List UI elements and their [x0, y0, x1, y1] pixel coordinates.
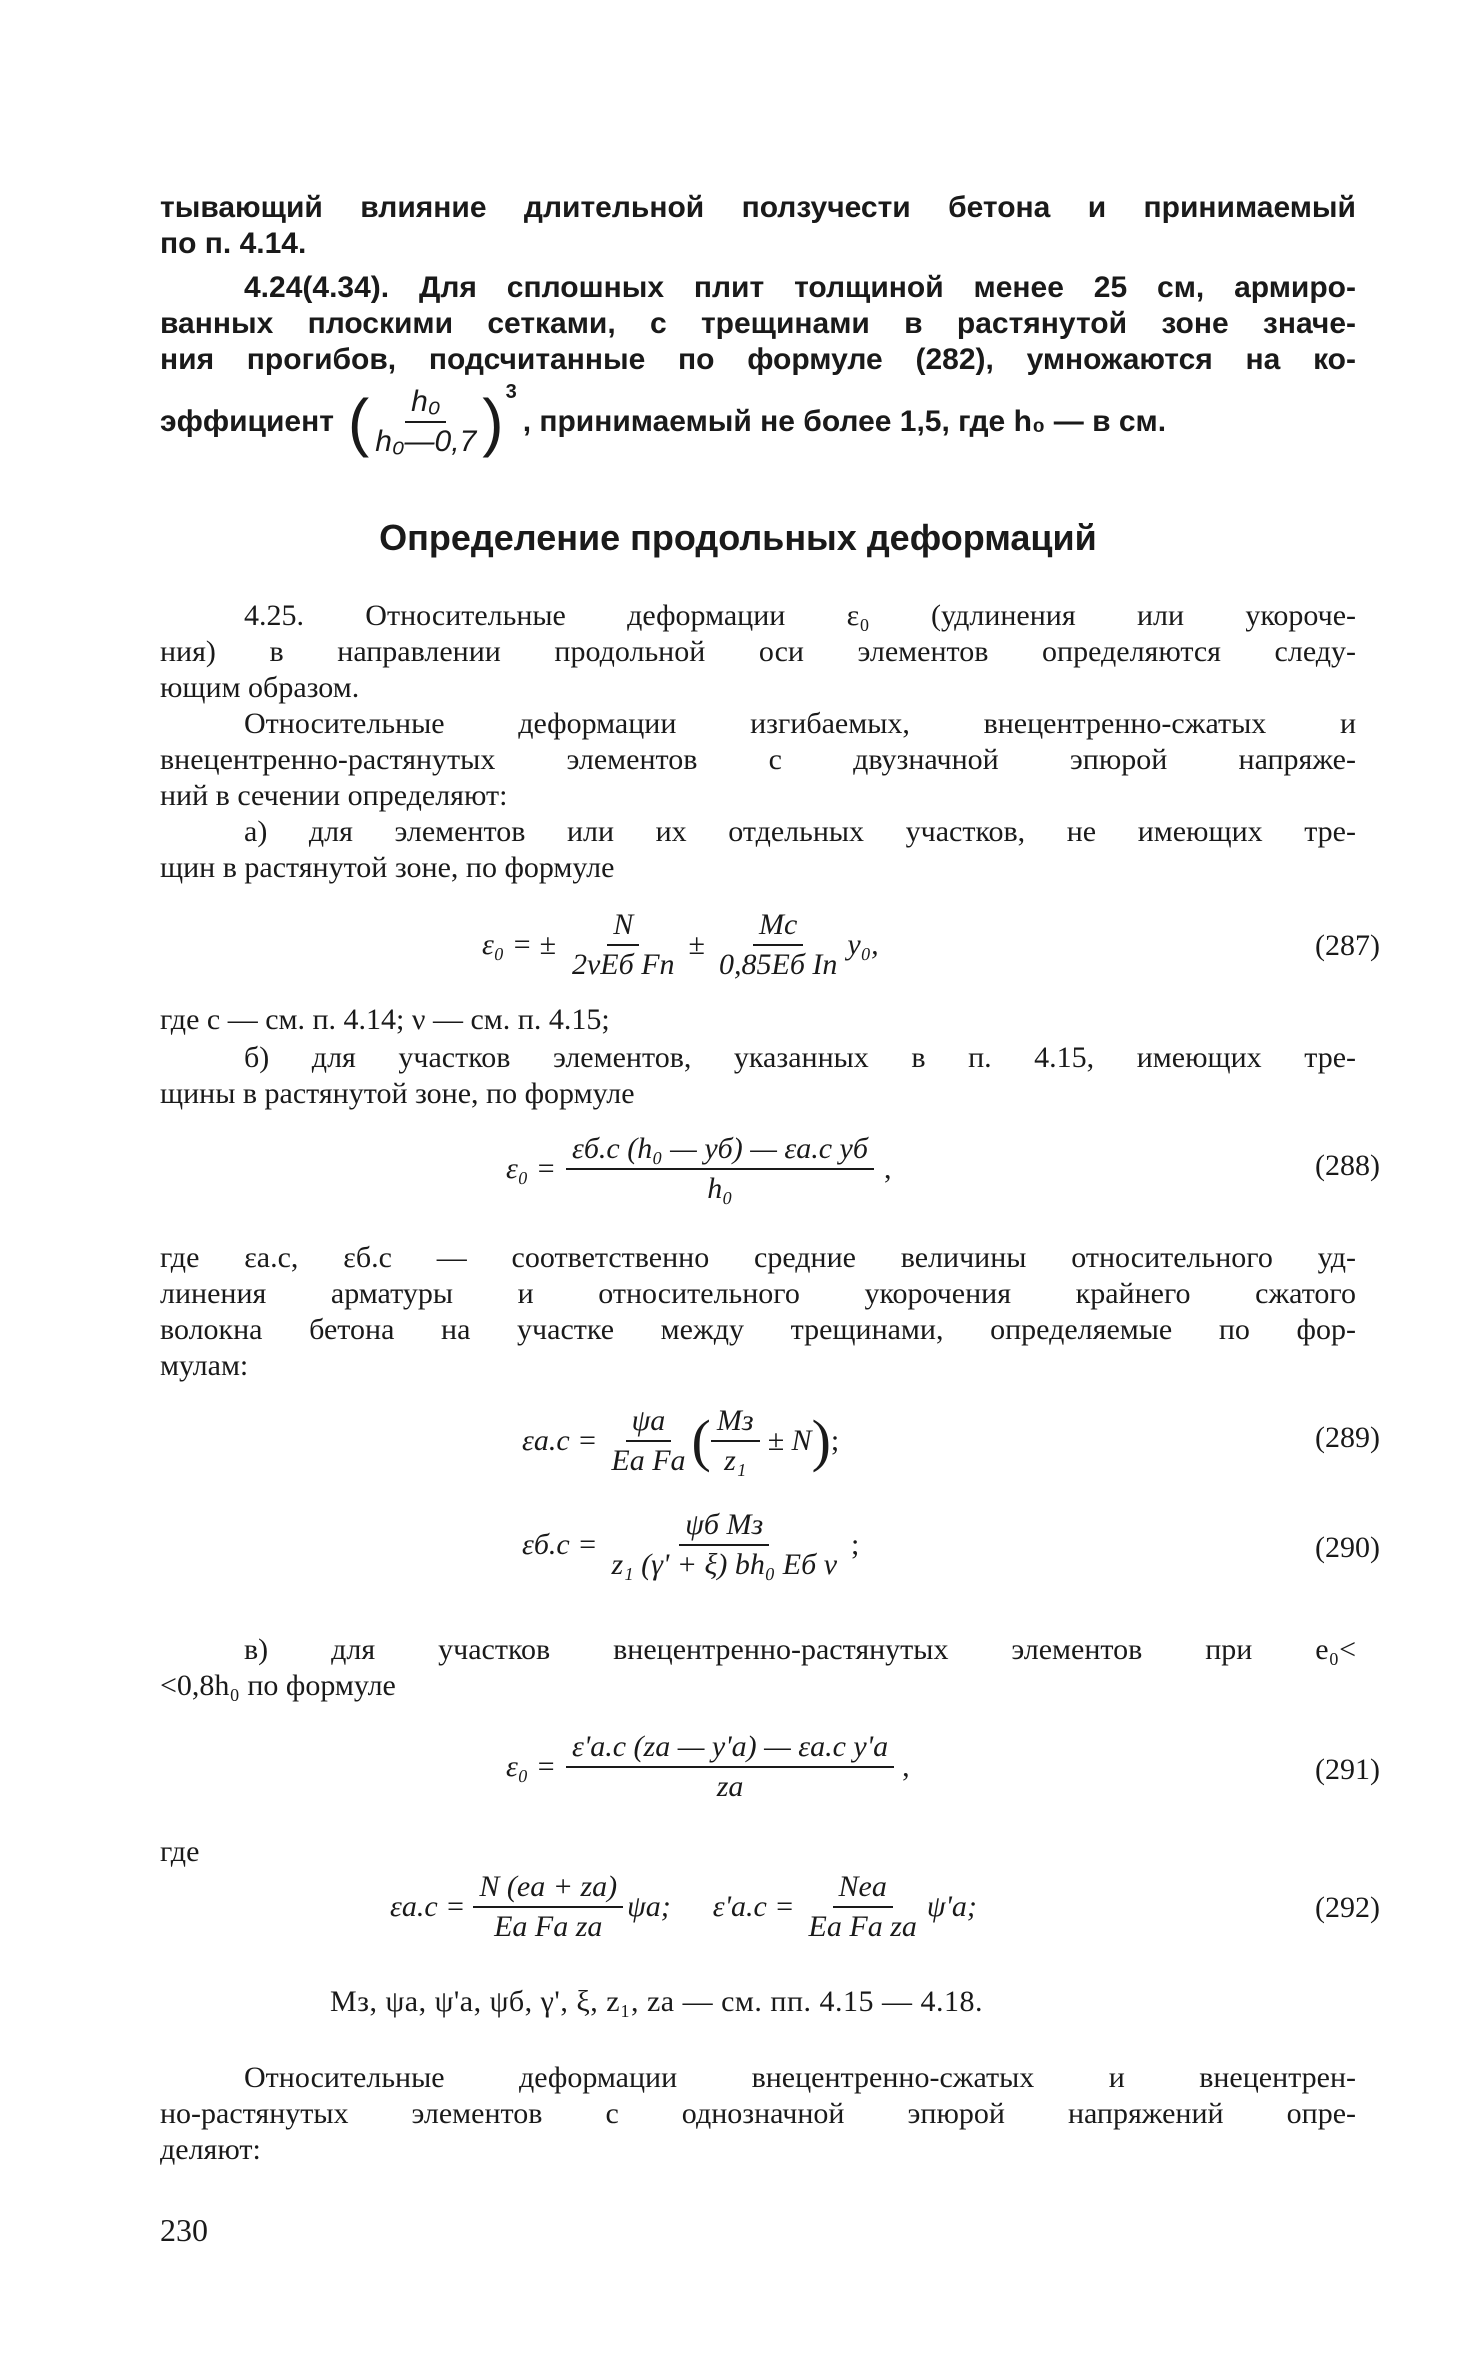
text-line: щин в растянутой зоне, по формуле [160, 851, 615, 884]
formula-tail: ± N [767, 1424, 812, 1457]
text-line: 4.25. Относительные деформации ε₀ (удлинения или укороче- [244, 599, 1356, 632]
formula-tail: ψа; [627, 1890, 671, 1923]
operator: ± [688, 928, 705, 961]
page-number: 230 [160, 2212, 208, 2248]
text-line: ванных плоскими сетками, с трещинами в растянутой зоне значе- [160, 307, 1356, 340]
text-line: где [160, 1835, 200, 1868]
text-line: по п. 4.14. [160, 227, 307, 260]
formula-lhs: ε₀ = ± [482, 928, 556, 961]
text-line: ний в сечении определяют: [160, 779, 508, 812]
fraction [711, 1404, 760, 1478]
fraction-numerator: ψб Mз [679, 1508, 769, 1546]
formula-292 [390, 1862, 977, 1952]
fraction-numerator: ψа [626, 1404, 672, 1442]
fraction-denominator: Eа Fа zа [808, 1910, 917, 1943]
fraction-numerator: Mc [753, 908, 803, 946]
formula-lhs: εб.с = [522, 1528, 598, 1561]
text-line: , принимаемый не более 1,5, где h₀ — в см. [522, 405, 1167, 438]
fraction-denominator: Eа Fа [611, 1444, 686, 1477]
formula-lhs: εа.с = [390, 1890, 466, 1923]
fraction-denominator: h₀—0,7 [375, 425, 477, 458]
text-line: Относительные деформации изгибаемых, внецентренно-сжатых и [244, 707, 1356, 740]
text-line: внецентренно-растянутых элементов с двузначной эпюрой напряже- [160, 743, 1356, 776]
fraction-numerator: Neа [833, 1870, 893, 1908]
formula-number: (291) [1315, 1753, 1380, 1786]
text-line: где c — см. п. 4.14; ν — см. п. 4.15; [160, 1003, 610, 1036]
text-line: эффициент [160, 405, 334, 438]
fraction [605, 1404, 691, 1478]
formula-289 [522, 1396, 839, 1486]
coefficient-fraction [369, 385, 482, 459]
text-line: где εа.с, εб.с — соответственно средние величины относительного уд- [160, 1241, 1356, 1274]
fraction-numerator: εб.с (h₀ — yб) — εа.с yб [566, 1132, 874, 1170]
text-line: щины в растянутой зоне, по формуле [160, 1077, 635, 1110]
formula-number: (287) [1315, 929, 1380, 962]
formula-end: ; [830, 1424, 840, 1457]
fraction-numerator: Mз [711, 1404, 760, 1442]
fraction [473, 1870, 623, 1944]
text-line: тывающий влияние длительной ползучести бетона и принимаемый [160, 191, 1356, 224]
fraction-denominator: z₁ (γ' + ξ) bh₀ Eб ν [611, 1548, 838, 1581]
formula-tail: y₀, [847, 928, 879, 961]
coefficient-line [160, 372, 1166, 472]
fraction-denominator: zа [716, 1770, 744, 1803]
text-line: Относительные деформации внецентренно-сжатых и внецентрен- [244, 2061, 1356, 2094]
fraction-denominator: z₁ [724, 1444, 747, 1477]
fraction-denominator: 2νEб Fп [571, 948, 675, 981]
fraction-denominator: 0,85Eб Iп [719, 948, 838, 981]
formula-tail: ψ'а; [926, 1890, 977, 1923]
formula-number: (290) [1315, 1531, 1380, 1564]
formula-287 [482, 900, 879, 990]
text-line: линения арматуры и относительного укорочения крайнего сжатого [160, 1277, 1356, 1310]
formula-number: (292) [1315, 1891, 1380, 1924]
left-paren: ( [691, 1408, 711, 1473]
formula-number: (289) [1315, 1421, 1380, 1454]
text-line: б) для участков элементов, указанных в п. 4.15, имеющих тре- [244, 1041, 1356, 1074]
text-line: <0,8h₀ по формуле [160, 1669, 396, 1702]
fraction [566, 1730, 894, 1804]
text-line: в) для участков внецентренно-растянутых элементов при e₀< [244, 1633, 1356, 1666]
fraction [566, 1132, 874, 1206]
fraction-numerator: N [607, 908, 639, 946]
formula-291 [506, 1722, 910, 1812]
formula-lhs: εа.с = [522, 1424, 598, 1457]
fraction-numerator: ε'а.с (zа — y'а) — εа.с y'а [566, 1730, 894, 1768]
formula-290 [522, 1500, 859, 1590]
formula-lhs: ε₀ = [506, 1152, 556, 1185]
fraction-denominator: h₀ [707, 1172, 733, 1205]
symbols-line: Mз, ψа, ψ'а, ψб, γ', ξ, z₁, zа — см. пп. 4.15 — 4.18. [330, 1985, 984, 2018]
fraction-denominator: Eа Fа zа [494, 1910, 603, 1943]
formula-tail: ; [851, 1528, 860, 1561]
right-paren: ) [811, 1408, 831, 1473]
text-line: мулам: [160, 1349, 249, 1382]
formula-number: (288) [1315, 1149, 1380, 1182]
text-line: 4.24(4.34). Для сплошных плит толщиной менее 25 см, армиро- [244, 271, 1356, 304]
formula-tail: , [902, 1750, 910, 1783]
text-line: но-растянутых элементов с однозначной эпюрой напряжений опре- [160, 2097, 1356, 2130]
fraction [566, 908, 681, 982]
text-line: волокна бетона на участке между трещинами, определяемые по фор- [160, 1313, 1356, 1346]
text-line: ющим образом. [160, 671, 360, 704]
fraction [713, 908, 843, 982]
formula-lhs: ε₀ = [506, 1750, 556, 1783]
text-line: деляют: [160, 2133, 261, 2166]
fraction [605, 1508, 843, 1582]
fraction [803, 1870, 923, 1944]
fraction-numerator: N (eа + zа) [473, 1870, 623, 1908]
left-paren: ( [347, 386, 370, 458]
text-line: ния прогибов, подсчитанные по формуле (282), умножаются на ко- [160, 343, 1356, 376]
formula-lhs: ε'а.с = [712, 1890, 795, 1923]
text-line: а) для элементов или их отдельных участков, не имеющих тре- [244, 815, 1356, 848]
text-line: ния) в направлении продольной оси элементов определяются следу- [160, 635, 1356, 668]
section-title: Определение продольных деформаций [379, 517, 1097, 558]
fraction-numerator: h₀ [405, 385, 446, 423]
formula-288 [506, 1124, 891, 1214]
right-paren: ) [482, 386, 504, 458]
formula-tail: , [883, 1152, 892, 1185]
exponent: 3 [505, 381, 517, 403]
